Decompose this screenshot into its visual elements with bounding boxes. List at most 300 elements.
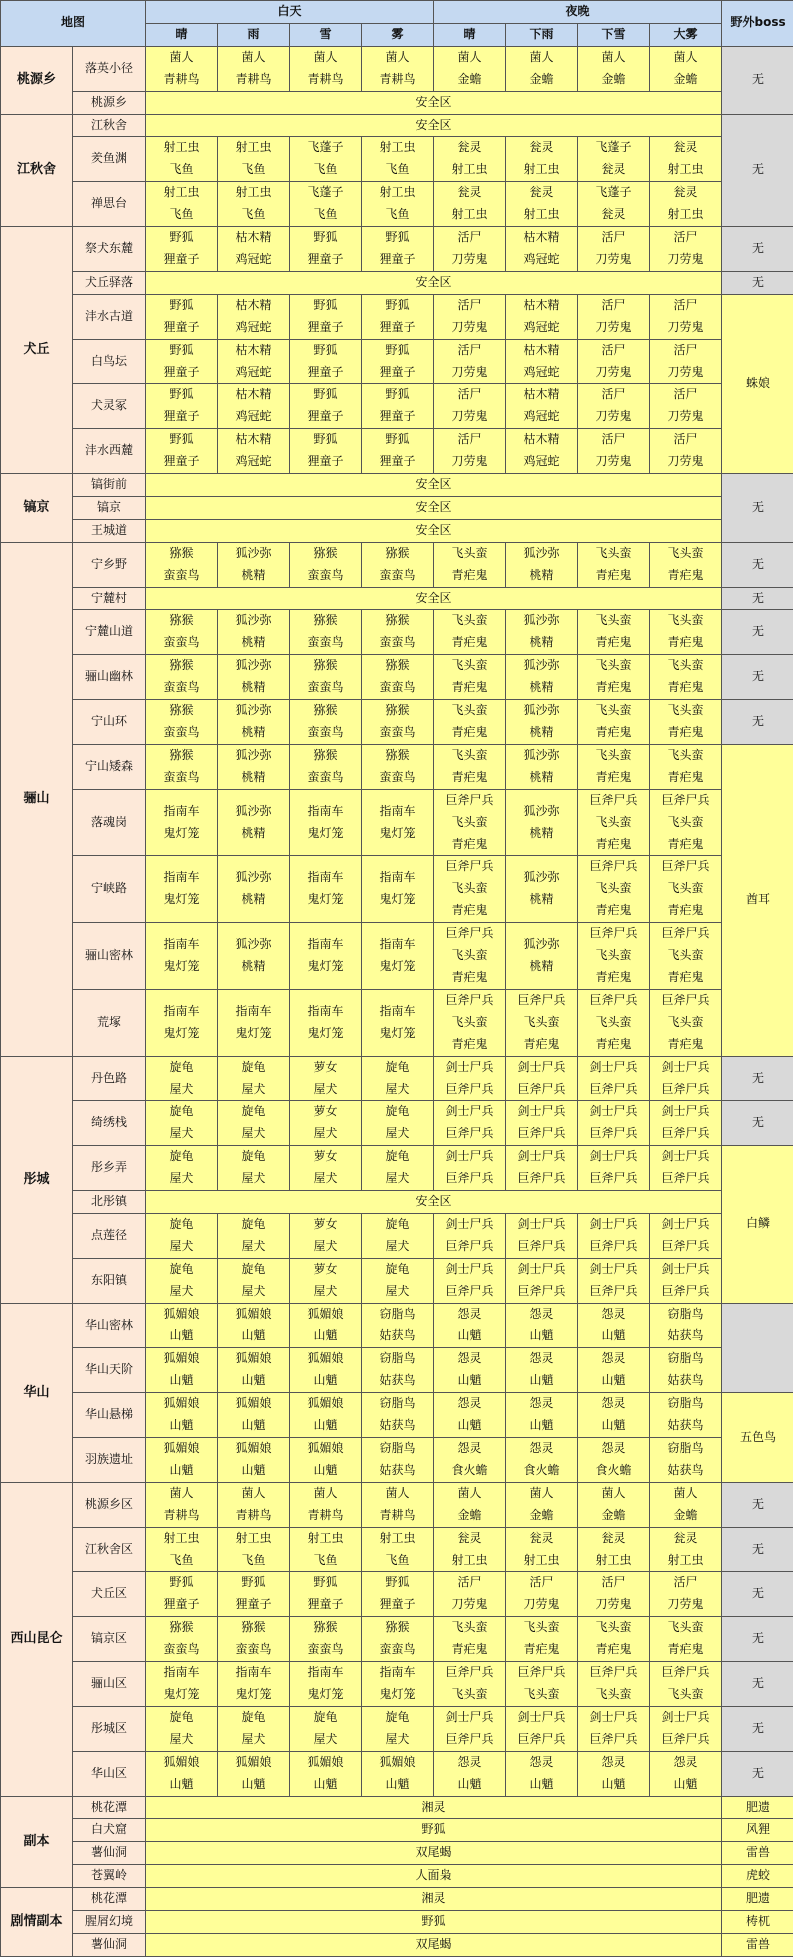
region-name: 镐京 (1, 474, 73, 543)
monster-cell (434, 542, 506, 587)
cell-text: 青疟鬼 (578, 1034, 649, 1056)
cell-text: 屋犬 (362, 1123, 433, 1145)
cell-text: 狐媚娘 (290, 1393, 361, 1415)
table-row (1, 46, 793, 91)
day-weather-header: 雪 (290, 23, 362, 46)
monster-cell (362, 227, 434, 272)
cell-text: 蛮蛮鸟 (362, 565, 433, 587)
cell-text: 窃脂鸟 (650, 1393, 721, 1415)
area-name: 桃花潭 (73, 1796, 146, 1819)
table-row (1, 1213, 793, 1258)
monster-cell (434, 1056, 506, 1101)
cell-text: 射工虫 (146, 137, 217, 159)
cell-text: 旋龟 (362, 1146, 433, 1168)
monster-cell (578, 1213, 650, 1258)
cell-text: 山魈 (434, 1774, 505, 1796)
cell-text: 指南车 (362, 934, 433, 956)
area-name: 羽族遗址 (73, 1438, 146, 1483)
cell-text: 桃精 (506, 722, 577, 744)
cell-text: 枯木精 (218, 384, 289, 406)
boss-cell: 无 (722, 114, 793, 227)
cell-text: 飞鱼 (290, 204, 361, 226)
area-name: 华山区 (73, 1751, 146, 1796)
monster-cell (578, 989, 650, 1056)
table-row (1, 519, 793, 542)
monster-cell (290, 227, 362, 272)
monster-cell (146, 1438, 218, 1483)
area-name: 江秋舍区 (73, 1527, 146, 1572)
cell-text: 旋龟 (362, 1057, 433, 1079)
cell-text: 屋犬 (146, 1079, 217, 1101)
cell-text: 旋龟 (362, 1707, 433, 1729)
cell-text: 青疟鬼 (650, 1034, 721, 1056)
monster-cell (506, 1146, 578, 1191)
cell-text: 青耕鸟 (362, 69, 433, 91)
cell-text: 瓮灵 (578, 204, 649, 226)
cell-text: 桃精 (218, 565, 289, 587)
monster-cell (578, 1438, 650, 1483)
cell-text: 姑获鸟 (362, 1370, 433, 1392)
area-name: 羑鱼渊 (73, 137, 146, 182)
monster-cell (506, 227, 578, 272)
cell-text: 姑获鸟 (650, 1325, 721, 1347)
cell-text: 巨斧尸兵 (650, 790, 721, 812)
table-row (1, 339, 793, 384)
cell-text: 剑士尸兵 (434, 1214, 505, 1236)
table-row (1, 1348, 793, 1393)
cell-text: 刀劳鬼 (650, 249, 721, 271)
monster-cell (146, 923, 218, 990)
monster-cell (506, 1751, 578, 1796)
boss-cell: 无 (722, 655, 793, 700)
monster-cell (578, 1348, 650, 1393)
cell-text: 山魈 (146, 1325, 217, 1347)
monster-cell (506, 1527, 578, 1572)
monster-cell (362, 137, 434, 182)
monster-cell (578, 700, 650, 745)
cell-text: 姑获鸟 (362, 1460, 433, 1482)
monster-cell (650, 384, 722, 429)
cell-text: 青疟鬼 (578, 565, 649, 587)
cell-text: 山魈 (362, 1774, 433, 1796)
dungeon-monster-cell: 双尾蝎 (146, 1933, 722, 1956)
monster-cell (578, 339, 650, 384)
cell-text: 飞鱼 (290, 1550, 361, 1572)
cell-text: 飞头蛮 (650, 700, 721, 722)
cell-text: 飞鱼 (362, 204, 433, 226)
monster-cell (434, 789, 506, 856)
monster-cell (218, 542, 290, 587)
cell-text: 飞鱼 (146, 204, 217, 226)
cell-text: 狸童子 (362, 451, 433, 473)
monster-cell (290, 1572, 362, 1617)
cell-text: 山魈 (434, 1415, 505, 1437)
monster-cell (578, 429, 650, 474)
cell-text: 剑士尸兵 (506, 1101, 577, 1123)
monster-cell (290, 610, 362, 655)
cell-text: 狸童子 (290, 1594, 361, 1616)
cell-text: 活尸 (650, 295, 721, 317)
cell-text: 指南车 (218, 1001, 289, 1023)
cell-text: 青疟鬼 (578, 967, 649, 989)
monster-cell (146, 1393, 218, 1438)
cell-text: 青耕鸟 (290, 1505, 361, 1527)
cell-text: 狸童子 (146, 451, 217, 473)
monster-cell (578, 1146, 650, 1191)
cell-text: 野狐 (362, 340, 433, 362)
monster-cell (362, 856, 434, 923)
cell-text: 巨斧尸兵 (650, 990, 721, 1012)
table-row (1, 744, 793, 789)
table-row (1, 227, 793, 272)
monster-cell (146, 429, 218, 474)
cell-text: 怨灵 (434, 1393, 505, 1415)
table-row (1, 1933, 793, 1956)
cell-text: 瓮灵 (506, 1528, 577, 1550)
cell-text: 旋龟 (362, 1214, 433, 1236)
cell-text: 飞鱼 (362, 159, 433, 181)
monster-cell (218, 384, 290, 429)
cell-text: 山魈 (218, 1774, 289, 1796)
cell-text: 射工虫 (218, 182, 289, 204)
monster-cell (218, 137, 290, 182)
area-name: 宁峡路 (73, 856, 146, 923)
monster-cell (290, 1258, 362, 1303)
cell-text: 山魈 (434, 1325, 505, 1347)
cell-text: 狐沙弥 (506, 867, 577, 889)
cell-text: 怨灵 (434, 1752, 505, 1774)
cell-text: 指南车 (290, 1001, 361, 1023)
cell-text: 飞头蛮 (578, 1617, 649, 1639)
cell-text: 桃精 (506, 823, 577, 845)
monster-cell (362, 1572, 434, 1617)
boss-cell: 无 (722, 700, 793, 745)
monster-cell (290, 1438, 362, 1483)
cell-text: 桃精 (218, 823, 289, 845)
monster-cell (434, 655, 506, 700)
cell-text: 巨斧尸兵 (434, 1729, 505, 1751)
cell-text: 青耕鸟 (362, 1505, 433, 1527)
monster-cell (650, 1303, 722, 1348)
cell-text: 猕猴 (146, 610, 217, 632)
cell-text: 蛮蛮鸟 (290, 722, 361, 744)
area-name: 镐街前 (73, 474, 146, 497)
cell-text: 刀劳鬼 (434, 317, 505, 339)
cell-text: 瓮灵 (434, 137, 505, 159)
cell-text: 食火蟾 (434, 1460, 505, 1482)
cell-text: 狐媚娘 (290, 1438, 361, 1460)
cell-text: 蛮蛮鸟 (362, 722, 433, 744)
cell-text: 飞鱼 (146, 1550, 217, 1572)
cell-text: 青耕鸟 (218, 69, 289, 91)
cell-text: 巨斧尸兵 (434, 1236, 505, 1258)
monster-cell (434, 1146, 506, 1191)
cell-text: 蛮蛮鸟 (290, 632, 361, 654)
cell-text: 金蟾 (650, 69, 721, 91)
cell-text: 巨斧尸兵 (650, 1236, 721, 1258)
monster-cell (218, 1662, 290, 1707)
monster-cell (290, 1751, 362, 1796)
cell-text: 剑士尸兵 (434, 1101, 505, 1123)
cell-text: 青疟鬼 (434, 900, 505, 922)
cell-text: 屋犬 (362, 1079, 433, 1101)
area-name: 点莲径 (73, 1213, 146, 1258)
cell-text: 山魈 (650, 1774, 721, 1796)
cell-text: 山魈 (290, 1774, 361, 1796)
table-row (1, 1865, 793, 1888)
cell-text: 猕猴 (146, 655, 217, 677)
area-name: 沣水古道 (73, 294, 146, 339)
cell-text: 蛮蛮鸟 (362, 767, 433, 789)
cell-text: 青疟鬼 (434, 1034, 505, 1056)
cell-text: 鸡冠蛇 (506, 362, 577, 384)
cell-text: 剑士尸兵 (434, 1146, 505, 1168)
cell-text: 青疟鬼 (650, 767, 721, 789)
cell-text: 鬼灯笼 (146, 1684, 217, 1706)
monster-cell (434, 429, 506, 474)
monster-cell (578, 1662, 650, 1707)
monster-cell (290, 700, 362, 745)
cell-text: 狐沙弥 (218, 543, 289, 565)
cell-text: 射工虫 (506, 159, 577, 181)
cell-text: 鸡冠蛇 (506, 451, 577, 473)
monster-cell (506, 610, 578, 655)
cell-text: 射工虫 (506, 1550, 577, 1572)
cell-text: 射工虫 (362, 1528, 433, 1550)
area-name: 薯仙洞 (73, 1842, 146, 1865)
cell-text: 活尸 (578, 384, 649, 406)
monster-cell (578, 923, 650, 990)
table-row (1, 989, 793, 1056)
cell-text: 怨灵 (434, 1304, 505, 1326)
cell-text: 狸童子 (290, 362, 361, 384)
area-name: 丹色路 (73, 1056, 146, 1101)
area-name: 华山天阶 (73, 1348, 146, 1393)
monster-cell (650, 1056, 722, 1101)
cell-text: 狐媚娘 (362, 1752, 433, 1774)
monster-cell (362, 1393, 434, 1438)
cell-text: 活尸 (434, 295, 505, 317)
monster-cell (146, 1056, 218, 1101)
cell-text: 屋犬 (218, 1168, 289, 1190)
monster-cell (506, 923, 578, 990)
cell-text: 菌人 (146, 47, 217, 69)
area-name: 祭犬东麓 (73, 227, 146, 272)
safe-zone-cell: 安全区 (146, 271, 722, 294)
table-row (1, 1527, 793, 1572)
cell-text: 菌人 (578, 1483, 649, 1505)
monster-cell (290, 1482, 362, 1527)
monster-cell (650, 294, 722, 339)
monster-cell (146, 1527, 218, 1572)
cell-text: 猕猴 (290, 655, 361, 677)
cell-text: 活尸 (650, 429, 721, 451)
monster-cell (434, 227, 506, 272)
cell-text: 鬼灯笼 (362, 1023, 433, 1045)
cell-text: 鬼灯笼 (218, 1684, 289, 1706)
monster-cell (146, 1101, 218, 1146)
cell-text: 狐媚娘 (218, 1752, 289, 1774)
cell-text: 姑获鸟 (650, 1460, 721, 1482)
cell-text: 活尸 (650, 227, 721, 249)
cell-text: 巨斧尸兵 (650, 1662, 721, 1684)
monster-cell (218, 744, 290, 789)
cell-text: 巨斧尸兵 (434, 1123, 505, 1145)
cell-text: 飞头蛮 (578, 878, 649, 900)
safe-zone-cell: 安全区 (146, 1191, 722, 1214)
monster-cell (434, 384, 506, 429)
monster-cell (218, 700, 290, 745)
table-row (1, 1303, 793, 1348)
monster-cell (362, 1438, 434, 1483)
cell-text: 剑士尸兵 (650, 1259, 721, 1281)
monster-cell (650, 542, 722, 587)
monster-cell (650, 789, 722, 856)
monster-cell (146, 1213, 218, 1258)
cell-text: 桃精 (218, 677, 289, 699)
boss-cell: 肥遗 (722, 1796, 793, 1819)
cell-text: 金蟾 (434, 69, 505, 91)
region-name: 江秋舍 (1, 114, 73, 227)
dungeon-monster-cell: 野狐 (146, 1911, 722, 1934)
monster-cell (434, 989, 506, 1056)
monster-cell (506, 339, 578, 384)
cell-text: 指南车 (146, 1001, 217, 1023)
cell-text: 巨斧尸兵 (434, 1662, 505, 1684)
monster-cell (362, 1662, 434, 1707)
safe-zone-cell: 安全区 (146, 496, 722, 519)
cell-text: 菌人 (650, 47, 721, 69)
cell-text: 野狐 (146, 340, 217, 362)
monster-cell (146, 1303, 218, 1348)
cell-text: 狐沙弥 (218, 700, 289, 722)
cell-text: 屋犬 (290, 1079, 361, 1101)
cell-text: 飞头蛮 (650, 543, 721, 565)
monster-cell (578, 1258, 650, 1303)
monster-cell (578, 744, 650, 789)
cell-text: 剑士尸兵 (434, 1707, 505, 1729)
boss-cell: 无 (722, 271, 793, 294)
cell-text: 蛮蛮鸟 (218, 1639, 289, 1661)
cell-text: 剑士尸兵 (506, 1057, 577, 1079)
cell-text: 野狐 (362, 429, 433, 451)
day-weather-header: 晴 (146, 23, 218, 46)
monster-cell (218, 339, 290, 384)
monster-cell (290, 1662, 362, 1707)
monster-cell (650, 923, 722, 990)
monster-cell (290, 1101, 362, 1146)
boss-cell: 白鳞 (722, 1146, 793, 1303)
cell-text: 猕猴 (362, 655, 433, 677)
cell-text: 旋龟 (218, 1214, 289, 1236)
monster-cell (578, 1706, 650, 1751)
cell-text: 巨斧尸兵 (578, 1123, 649, 1145)
area-name: 犬丘区 (73, 1572, 146, 1617)
area-name: 落英小径 (73, 46, 146, 91)
cell-text: 青疟鬼 (434, 565, 505, 587)
cell-text: 狐媚娘 (146, 1438, 217, 1460)
cell-text: 青疟鬼 (650, 834, 721, 856)
monster-cell (506, 384, 578, 429)
cell-text: 飞头蛮 (650, 1012, 721, 1034)
cell-text: 巨斧尸兵 (578, 1168, 649, 1190)
table-row (1, 1393, 793, 1438)
cell-text: 桃精 (218, 722, 289, 744)
boss-cell: 无 (722, 227, 793, 272)
cell-text: 猕猴 (362, 543, 433, 565)
monster-cell (362, 1258, 434, 1303)
monster-cell (218, 1213, 290, 1258)
monster-cell (650, 1527, 722, 1572)
cell-text: 鸡冠蛇 (506, 406, 577, 428)
cell-text: 旋龟 (146, 1259, 217, 1281)
monster-cell (362, 1213, 434, 1258)
cell-text: 桃精 (506, 632, 577, 654)
cell-text: 蛮蛮鸟 (290, 565, 361, 587)
cell-text: 猕猴 (362, 1617, 433, 1639)
cell-text: 狐媚娘 (218, 1304, 289, 1326)
cell-text: 刀劳鬼 (578, 317, 649, 339)
cell-text: 窃脂鸟 (362, 1393, 433, 1415)
cell-text: 桃精 (506, 677, 577, 699)
cell-text: 巨斧尸兵 (578, 1729, 649, 1751)
cell-text: 飞蓬子 (290, 137, 361, 159)
cell-text: 猕猴 (362, 610, 433, 632)
monster-cell (506, 137, 578, 182)
monster-cell (650, 1101, 722, 1146)
cell-text: 姑获鸟 (650, 1415, 721, 1437)
night-weather-header: 大雾 (650, 23, 722, 46)
monster-cell (434, 1101, 506, 1146)
cell-text: 菌人 (290, 47, 361, 69)
area-name: 苍翼岭 (73, 1865, 146, 1888)
map-header: 地图 (1, 1, 146, 47)
cell-text: 山魈 (506, 1774, 577, 1796)
monster-cell (290, 1146, 362, 1191)
cell-text: 山魈 (506, 1370, 577, 1392)
monster-cell (650, 1393, 722, 1438)
monster-cell (506, 1258, 578, 1303)
cell-text: 姑获鸟 (362, 1325, 433, 1347)
cell-text: 青疟鬼 (434, 1639, 505, 1661)
region-name: 桃源乡 (1, 46, 73, 114)
cell-text: 枯木精 (506, 295, 577, 317)
monster-cell (146, 700, 218, 745)
monster-cell (578, 655, 650, 700)
monster-cell (506, 1213, 578, 1258)
boss-cell: 无 (722, 610, 793, 655)
cell-text: 青疟鬼 (650, 632, 721, 654)
cell-text: 山魈 (146, 1415, 217, 1437)
cell-text: 怨灵 (506, 1393, 577, 1415)
cell-text: 萝女 (290, 1146, 361, 1168)
cell-text: 飞头蛮 (578, 610, 649, 632)
cell-text: 指南车 (362, 801, 433, 823)
cell-text: 青疟鬼 (434, 677, 505, 699)
cell-text: 剑士尸兵 (506, 1259, 577, 1281)
cell-text: 飞头蛮 (650, 1684, 721, 1706)
monster-cell (578, 294, 650, 339)
cell-text: 青疟鬼 (650, 900, 721, 922)
cell-text: 剑士尸兵 (506, 1146, 577, 1168)
cell-text: 剑士尸兵 (578, 1101, 649, 1123)
cell-text: 指南车 (362, 867, 433, 889)
cell-text: 射工虫 (218, 137, 289, 159)
monster-cell (218, 294, 290, 339)
cell-text: 飞头蛮 (434, 878, 505, 900)
monster-cell (506, 1706, 578, 1751)
cell-text: 菌人 (218, 1483, 289, 1505)
